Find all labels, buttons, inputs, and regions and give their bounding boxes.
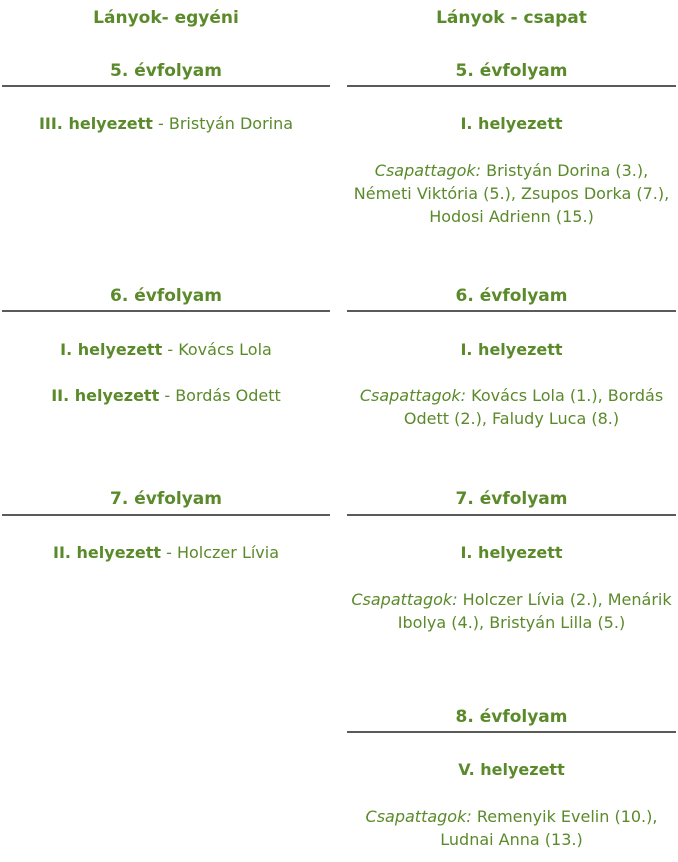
- separator: -: [161, 543, 177, 562]
- divider: [2, 310, 330, 312]
- team-members-label: Csapattagok:: [374, 161, 482, 180]
- grade-7-heading: 7. évfolyam: [455, 489, 568, 509]
- place-label: I. helyezett: [60, 340, 163, 359]
- team-members-line: [347, 588, 676, 611]
- grade-6-heading: 6. évfolyam: [455, 286, 568, 306]
- grade-7-heading: 7. évfolyam: [110, 489, 222, 509]
- team-members-line: Ludnai Anna (13.): [440, 830, 583, 849]
- grade-6-heading: 6. évfolyam: [110, 286, 222, 306]
- grade-5-heading: 5. évfolyam: [455, 61, 568, 81]
- team-members: Kovács Lola (1.), Bordás: [466, 386, 664, 405]
- student-name: Bristyán Dorina: [168, 114, 294, 133]
- place-label: II. helyezett: [52, 543, 162, 562]
- team-members-line: Odett (2.), Faludy Luca (8.): [403, 409, 620, 428]
- individual-title: Lányok- egyéni: [93, 8, 239, 28]
- team-members-line: [347, 384, 676, 407]
- divider: [2, 514, 330, 516]
- result-line: [2, 112, 330, 135]
- divider: [347, 85, 676, 87]
- student-name: Bordás Odett: [175, 386, 281, 405]
- separator: -: [152, 114, 169, 133]
- grade-5-heading: 5. évfolyam: [110, 61, 222, 81]
- place-label: II. helyezett: [51, 386, 160, 405]
- place-label: I. helyezett: [460, 340, 563, 359]
- team-members-label: Csapattagok:: [351, 590, 458, 609]
- team-members-line: [347, 805, 676, 828]
- result-line: [2, 541, 330, 564]
- team-members-label: Csapattagok:: [365, 807, 472, 826]
- team-members-line: Ibolya (4.), Bristyán Lilla (5.): [397, 613, 626, 632]
- place-label: III. helyezett: [38, 114, 153, 133]
- divider: [347, 310, 676, 312]
- grade-8-heading: 8. évfolyam: [455, 707, 568, 727]
- divider: [347, 514, 676, 516]
- team-members: Holczer Lívia (2.), Menárik: [457, 590, 672, 609]
- place-label: I. helyezett: [460, 114, 563, 133]
- result-line: [2, 384, 330, 407]
- divider: [2, 85, 330, 87]
- team-members-line: [347, 159, 676, 182]
- divider: [347, 731, 676, 733]
- team-members-line: Németi Viktória (5.), Zsupos Dorka (7.),: [353, 184, 670, 203]
- separator: -: [162, 340, 179, 359]
- place-label: V. helyezett: [458, 760, 565, 779]
- separator: -: [159, 386, 176, 405]
- team-members-label: Csapattagok:: [359, 386, 467, 405]
- team-members: Bristyán Dorina (3.),: [481, 161, 649, 180]
- team-title: Lányok - csapat: [436, 8, 587, 28]
- place-label: I. helyezett: [460, 543, 563, 562]
- student-name: Holczer Lívia: [176, 543, 280, 562]
- result-line: [2, 338, 330, 361]
- team-members-line: Hodosi Adrienn (15.): [429, 207, 594, 226]
- student-name: Kovács Lola: [178, 340, 272, 359]
- team-members: Remenyik Evelin (10.),: [471, 807, 658, 826]
